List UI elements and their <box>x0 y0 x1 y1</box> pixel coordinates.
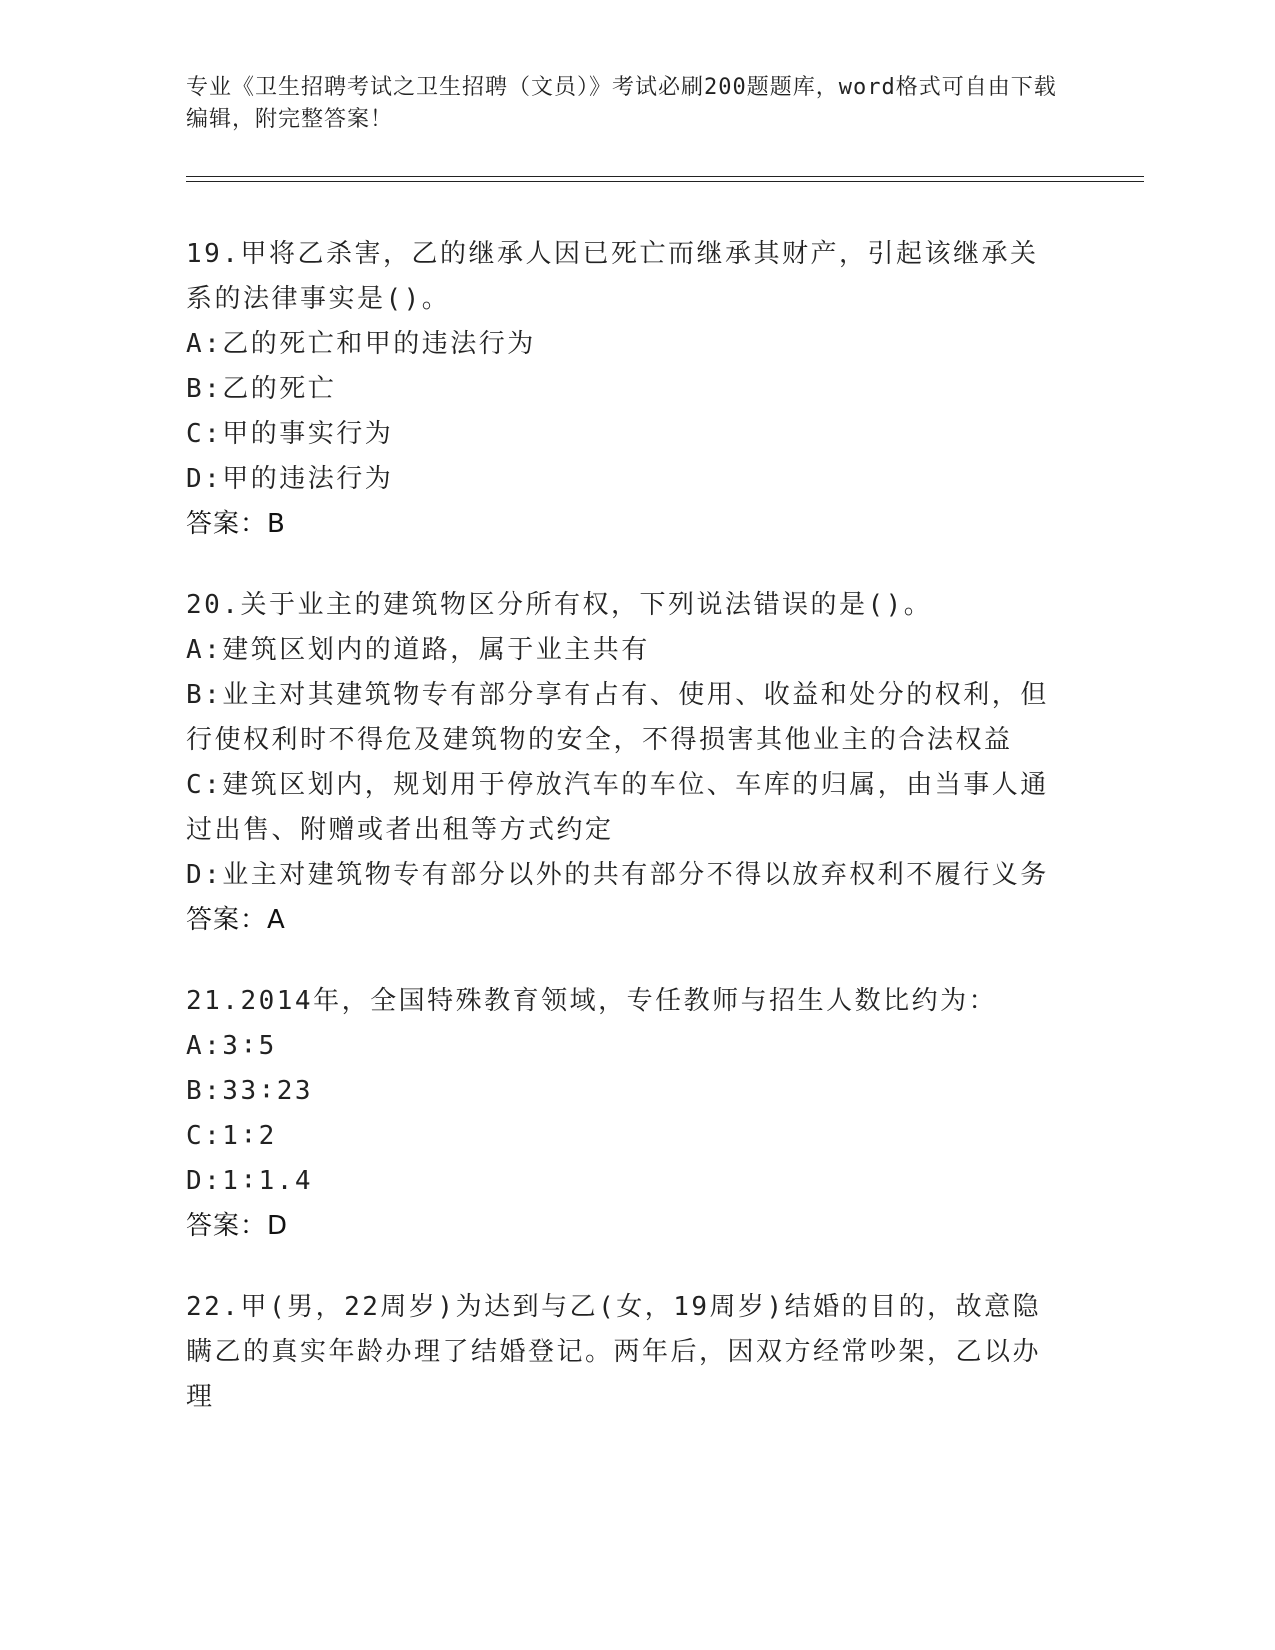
answer-label: 答案：D <box>186 1211 289 1241</box>
option-b: B:业主对其建筑物专有部分享有占有、使用、收益和处分的权利，但行使权利时不得危及建筑物的安全，不得损害其他业主的合法权益 <box>186 680 1049 755</box>
question-22 <box>186 1285 1066 1420</box>
question-21 <box>186 979 1066 1249</box>
option-c: C:建筑区划内，规划用于停放汽车的车位、车库的归属，由当事人通过出售、附赠或者出租等方式约定 <box>186 770 1049 845</box>
option-c: C:1∶2 <box>186 1121 277 1151</box>
question-text: 22.甲(男，22周岁)为达到与乙(女，19周岁)结婚的目的，故意隐瞒乙的真实年龄办理了结婚登记。两年后，因双方经常吵架，乙以办理 <box>186 1292 1042 1412</box>
question-text: 20.关于业主的建筑物区分所有权，下列说法错误的是()。 <box>186 590 933 620</box>
option-b: B:乙的死亡 <box>186 374 337 404</box>
question-19 <box>186 232 1066 547</box>
option-d: D:1∶1.4 <box>186 1166 314 1196</box>
question-list <box>186 232 1066 1456</box>
question-text: 21.2014年，全国特殊教育领域，专任教师与招生人数比约为： <box>186 986 998 1016</box>
document-header: 专业《卫生招聘考试之卫生招聘（文员）》考试必刷200题题库，word格式可自由下载编辑，附完整答案！ <box>186 75 1057 132</box>
option-d: D:甲的违法行为 <box>186 464 394 494</box>
option-b: B:33∶23 <box>186 1076 314 1106</box>
question-text: 19.甲将乙杀害，乙的继承人因已死亡而继承其财产，引起该继承关系的法律事实是()。 <box>186 239 1039 314</box>
option-a: A:3∶5 <box>186 1031 277 1061</box>
option-d: D:业主对建筑物专有部分以外的共有部分不得以放弃权利不履行义务 <box>186 860 1049 890</box>
option-a: A:乙的死亡和甲的违法行为 <box>186 329 536 359</box>
question-20 <box>186 583 1066 943</box>
answer-label: 答案：A <box>186 905 286 935</box>
option-a: A:建筑区划内的道路，属于业主共有 <box>186 635 650 665</box>
option-c: C:甲的事实行为 <box>186 419 394 449</box>
header-rule-bottom <box>186 181 1144 182</box>
header-rule-top <box>186 176 1144 177</box>
answer-label: 答案：B <box>186 509 286 539</box>
